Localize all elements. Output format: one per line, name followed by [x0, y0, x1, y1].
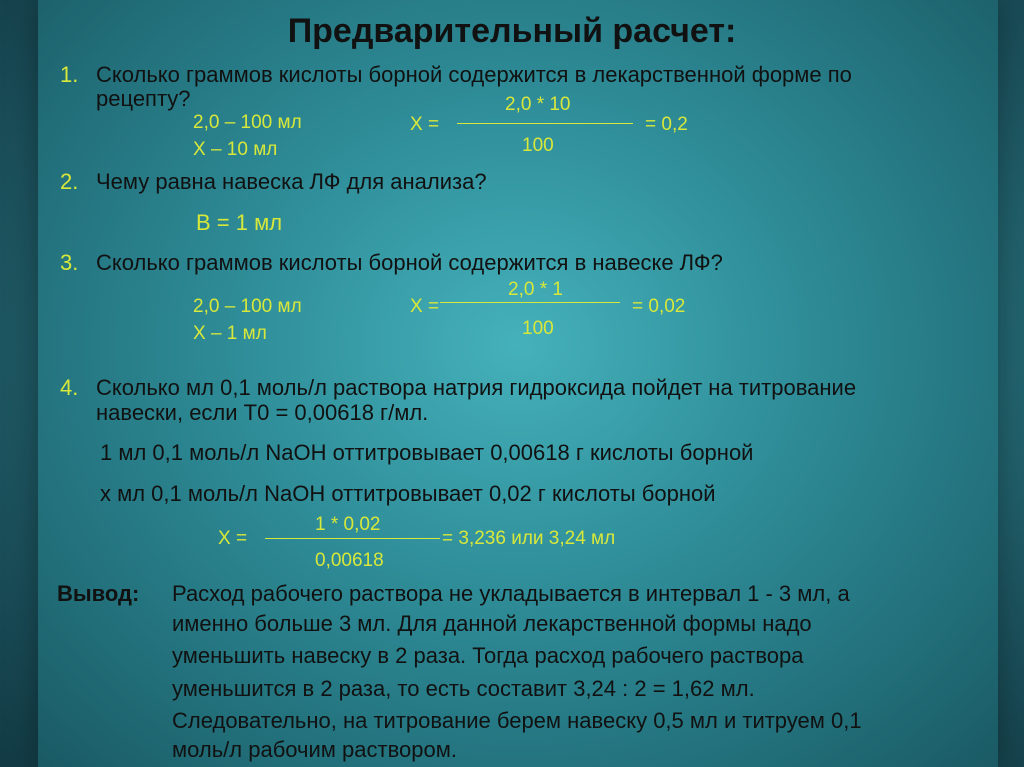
conclusion-line-3: уменьшить навеску в 2 раза. Тогда расход рабочего раствора	[172, 643, 804, 668]
q1-number: 1.	[60, 62, 79, 87]
q4-reaction-line2: х мл 0,1 моль/л NaOH оттитровывает 0,02 г кислоты борной	[100, 481, 716, 506]
q4-number: 4.	[60, 375, 79, 400]
q3-numerator: 2,0 * 1	[508, 279, 563, 300]
q4-x-label: X =	[218, 528, 248, 549]
q4-reaction-line1: 1 мл 0,1 моль/л NaOH оттитровывает 0,00618 г кислоты борной	[100, 440, 754, 465]
conclusion-label: Вывод:	[57, 581, 140, 606]
q1-text-line1: Сколько граммов кислоты борной содержится в лекарственной форме по	[96, 62, 852, 87]
q3-text: Сколько граммов кислоты борной содержится в навеске ЛФ?	[96, 250, 723, 275]
q4-numerator: 1 * 0,02	[315, 514, 381, 535]
q1-denominator: 100	[522, 135, 554, 156]
q3-denominator: 100	[522, 318, 554, 339]
q3-number: 3.	[60, 250, 79, 275]
q1-numerator: 2,0 * 10	[505, 94, 571, 115]
q4-denominator: 0,00618	[315, 550, 384, 571]
q1-text-line2: рецепту?	[96, 86, 191, 111]
q1-proportion-2: X – 10 мл	[193, 139, 278, 160]
conclusion-line-1: Расход рабочего раствора не укладывается в интервал 1 - 3 мл, а	[172, 581, 850, 606]
conclusion-line-2: именно больше 3 мл. Для данной лекарственной формы надо	[172, 611, 812, 636]
conclusion-line-6: моль/л рабочим раствором.	[172, 737, 457, 762]
q4-fraction-line	[265, 538, 440, 539]
q1-proportion-1: 2,0 – 100 мл	[193, 112, 302, 133]
conclusion-line-4: уменьшится в 2 раза, то есть составит 3,24 : 2 = 1,62 мл.	[172, 676, 755, 701]
q3-result: = 0,02	[632, 296, 686, 317]
q3-x-label: X =	[410, 296, 440, 317]
q4-result: = 3,236 или 3,24 мл	[442, 528, 616, 549]
slide-title: Предварительный расчет:	[287, 12, 737, 50]
q2-text: Чему равна навеска ЛФ для анализа?	[96, 169, 487, 194]
q1-fraction-line	[457, 123, 633, 124]
conclusion-line-5: Следовательно, на титрование берем навеску 0,5 мл и титруем 0,1	[172, 708, 862, 733]
q3-fraction-line	[440, 302, 620, 303]
q3-proportion-1: 2,0 – 100 мл	[193, 296, 302, 317]
q4-text-line1: Сколько мл 0,1 моль/л раствора натрия гидроксида пойдет на титрование	[96, 375, 857, 400]
q2-number: 2.	[60, 169, 79, 194]
q2-answer: В = 1 мл	[196, 210, 283, 235]
q3-proportion-2: X – 1 мл	[193, 323, 267, 344]
q1-x-label: X =	[410, 114, 440, 135]
q4-text-line2: навески, если Т0 = 0,00618 г/мл.	[96, 400, 429, 425]
q1-result: = 0,2	[645, 114, 688, 135]
